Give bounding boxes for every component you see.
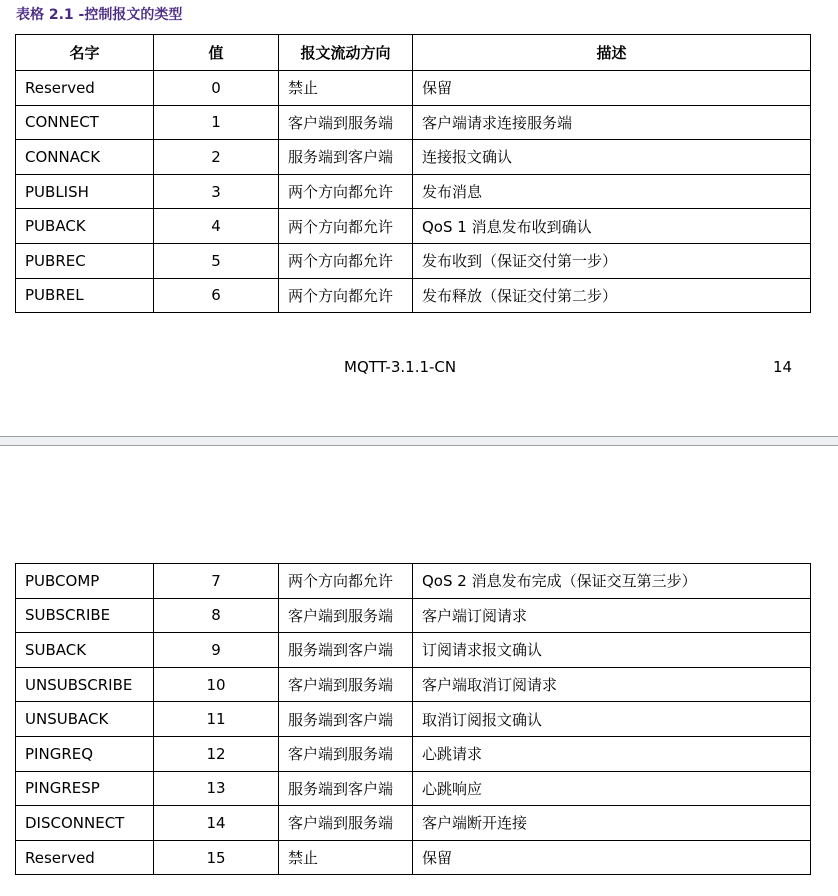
cell-description: 保留 [413, 71, 811, 106]
cell-value: 0 [154, 71, 279, 106]
table-row [16, 840, 811, 875]
table-row [16, 598, 811, 633]
cell-direction: 两个方向都允许 [279, 209, 413, 244]
cell-value: 10 [154, 667, 279, 702]
table-row [16, 71, 811, 106]
cell-name: PUBCOMP [16, 564, 154, 599]
cell-description: 客户端请求连接服务端 [413, 105, 811, 140]
cell-direction: 客户端到服务端 [279, 667, 413, 702]
cell-description: 心跳请求 [413, 736, 811, 771]
cell-name: CONNECT [16, 105, 154, 140]
cell-value: 11 [154, 702, 279, 737]
cell-description: 发布消息 [413, 174, 811, 209]
table-row [16, 105, 811, 140]
table-row [16, 278, 811, 313]
cell-name: PUBLISH [16, 174, 154, 209]
cell-direction: 两个方向都允许 [279, 243, 413, 278]
cell-direction: 两个方向都允许 [279, 174, 413, 209]
cell-name: PINGREQ [16, 736, 154, 771]
cell-direction: 客户端到服务端 [279, 105, 413, 140]
table-row [16, 243, 811, 278]
page-separator [0, 436, 838, 446]
cell-value: 3 [154, 174, 279, 209]
cell-direction: 服务端到客户端 [279, 771, 413, 806]
cell-name: DISCONNECT [16, 806, 154, 841]
cell-description: 客户端取消订阅请求 [413, 667, 811, 702]
table-row [16, 633, 811, 668]
control-packet-table-part2 [15, 563, 811, 875]
cell-description: 取消订阅报文确认 [413, 702, 811, 737]
footer-page-number: 14 [773, 358, 793, 376]
header-direction: 报文流动方向 [279, 35, 413, 71]
cell-direction: 服务端到客户端 [279, 633, 413, 668]
cell-value: 13 [154, 771, 279, 806]
cell-direction: 客户端到服务端 [279, 806, 413, 841]
table-row [16, 702, 811, 737]
cell-value: 5 [154, 243, 279, 278]
cell-description: 连接报文确认 [413, 140, 811, 175]
cell-description: 发布收到（保证交付第一步） [413, 243, 811, 278]
cell-direction: 两个方向都允许 [279, 278, 413, 313]
table-row [16, 564, 811, 599]
cell-name: SUBSCRIBE [16, 598, 154, 633]
cell-direction: 服务端到客户端 [279, 702, 413, 737]
header-name: 名字 [16, 35, 154, 71]
cell-name: PUBREC [16, 243, 154, 278]
cell-value: 2 [154, 140, 279, 175]
table-row [16, 667, 811, 702]
control-packet-table-part1 [15, 34, 811, 313]
table-row [16, 174, 811, 209]
cell-direction: 禁止 [279, 840, 413, 875]
cell-name: PUBACK [16, 209, 154, 244]
table-header-row [16, 35, 811, 71]
table-row [16, 140, 811, 175]
cell-description: 客户端断开连接 [413, 806, 811, 841]
cell-value: 9 [154, 633, 279, 668]
table-row [16, 771, 811, 806]
cell-description: 保留 [413, 840, 811, 875]
cell-description: 心跳响应 [413, 771, 811, 806]
header-value: 值 [154, 35, 279, 71]
cell-value: 14 [154, 806, 279, 841]
cell-name: UNSUBSCRIBE [16, 667, 154, 702]
cell-direction: 客户端到服务端 [279, 598, 413, 633]
cell-direction: 服务端到客户端 [279, 140, 413, 175]
cell-description: 发布释放（保证交付第二步） [413, 278, 811, 313]
cell-name: UNSUBACK [16, 702, 154, 737]
header-description: 描述 [413, 35, 811, 71]
footer-document-title: MQTT-3.1.1-CN [344, 358, 457, 376]
cell-name: Reserved [16, 71, 154, 106]
cell-direction: 客户端到服务端 [279, 736, 413, 771]
table-caption: 表格 2.1 -控制报文的类型 [16, 7, 183, 23]
cell-name: Reserved [16, 840, 154, 875]
cell-value: 8 [154, 598, 279, 633]
table-row [16, 736, 811, 771]
cell-value: 4 [154, 209, 279, 244]
cell-value: 7 [154, 564, 279, 599]
cell-description: 订阅请求报文确认 [413, 633, 811, 668]
cell-description: QoS 2 消息发布完成（保证交互第三步） [413, 564, 811, 599]
cell-direction: 两个方向都允许 [279, 564, 413, 599]
cell-name: CONNACK [16, 140, 154, 175]
cell-name: SUBACK [16, 633, 154, 668]
cell-name: PINGRESP [16, 771, 154, 806]
table-row [16, 209, 811, 244]
cell-name: PUBREL [16, 278, 154, 313]
cell-description: 客户端订阅请求 [413, 598, 811, 633]
cell-value: 1 [154, 105, 279, 140]
cell-value: 6 [154, 278, 279, 313]
table-row [16, 806, 811, 841]
cell-description: QoS 1 消息发布收到确认 [413, 209, 811, 244]
cell-value: 15 [154, 840, 279, 875]
cell-value: 12 [154, 736, 279, 771]
cell-direction: 禁止 [279, 71, 413, 106]
